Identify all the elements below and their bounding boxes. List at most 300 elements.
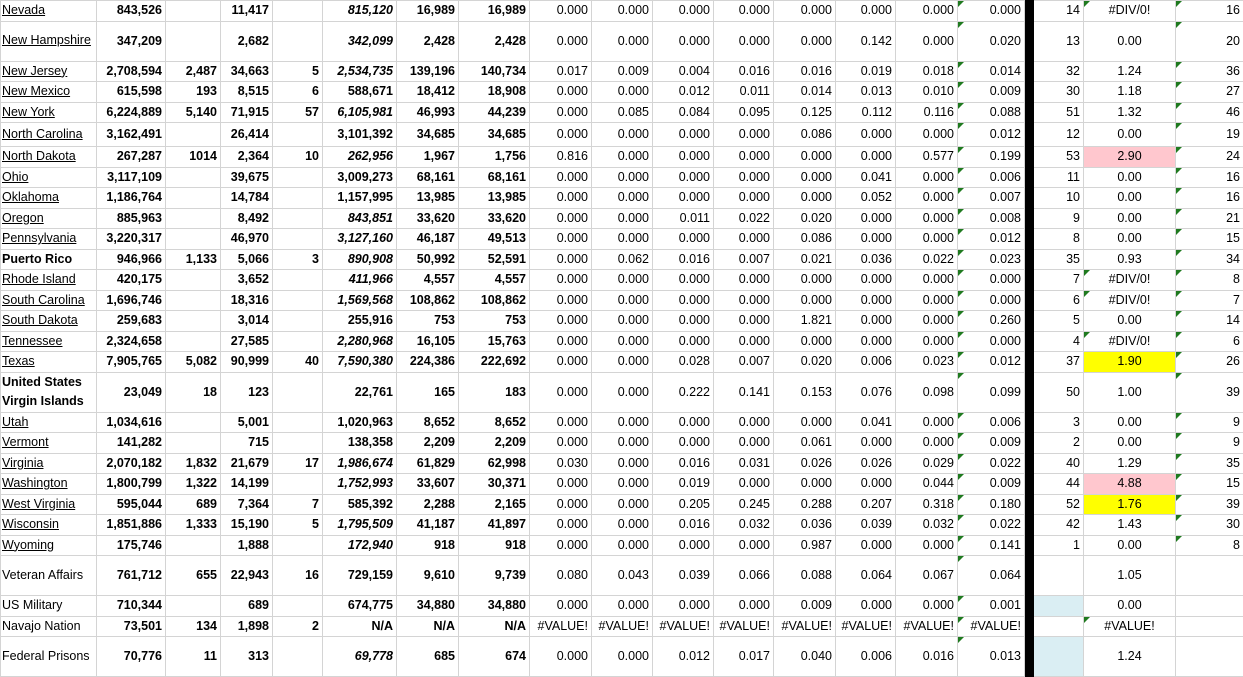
cell-rate-4[interactable]: 0.000 bbox=[714, 1, 774, 22]
cell-rate-6[interactable]: 0.013 bbox=[836, 82, 896, 103]
cell-c4[interactable] bbox=[273, 270, 323, 291]
cell-c4[interactable] bbox=[273, 167, 323, 188]
cell-c5[interactable]: 1,020,963 bbox=[323, 412, 397, 433]
cell-rank2[interactable]: 24 bbox=[1176, 147, 1243, 168]
cell-c5[interactable]: 3,101,392 bbox=[323, 123, 397, 147]
cell-ratio[interactable]: 0.00 bbox=[1084, 311, 1176, 332]
row-label-cell[interactable] bbox=[1, 188, 97, 209]
cell-rate-8[interactable]: 0.006 bbox=[958, 167, 1025, 188]
cell-rate-4[interactable]: 0.022 bbox=[714, 208, 774, 229]
cell-rate-6[interactable]: 0.064 bbox=[836, 556, 896, 596]
cell-c4[interactable] bbox=[273, 229, 323, 250]
cell-c5[interactable]: 890,908 bbox=[323, 249, 397, 270]
cell-rate-1[interactable]: 0.000 bbox=[530, 596, 592, 617]
cell-rate-3[interactable]: 0.000 bbox=[653, 1, 714, 22]
row-label-cell[interactable] bbox=[1, 515, 97, 536]
cell-rate-7[interactable]: 0.000 bbox=[896, 188, 958, 209]
cell-c6[interactable]: 224,386 bbox=[397, 352, 459, 373]
cell-c4[interactable] bbox=[273, 637, 323, 677]
cell-rate-2[interactable]: 0.000 bbox=[592, 494, 653, 515]
cell-rate-6[interactable]: #VALUE! bbox=[836, 616, 896, 637]
cell-rank[interactable]: 50 bbox=[1034, 372, 1084, 412]
cell-c6[interactable]: 41,187 bbox=[397, 515, 459, 536]
cell-c5[interactable]: 1,569,568 bbox=[323, 290, 397, 311]
cell-rate-8[interactable]: 0.012 bbox=[958, 352, 1025, 373]
cell-rate-6[interactable]: 0.207 bbox=[836, 494, 896, 515]
cell-c2[interactable] bbox=[166, 1, 221, 22]
cell-rate-3[interactable]: 0.000 bbox=[653, 412, 714, 433]
cell-rate-2[interactable]: 0.062 bbox=[592, 249, 653, 270]
cell-c5[interactable]: 172,940 bbox=[323, 535, 397, 556]
cell-rate-1[interactable]: 0.000 bbox=[530, 1, 592, 22]
cell-rate-2[interactable]: 0.000 bbox=[592, 147, 653, 168]
cell-rate-4[interactable]: 0.007 bbox=[714, 352, 774, 373]
cell-c7[interactable]: 8,652 bbox=[459, 412, 530, 433]
cell-total[interactable]: 1,851,886 bbox=[97, 515, 166, 536]
cell-c5[interactable]: 342,099 bbox=[323, 21, 397, 61]
cell-rate-6[interactable]: 0.000 bbox=[836, 147, 896, 168]
cell-c7[interactable]: 2,209 bbox=[459, 433, 530, 454]
cell-c4[interactable] bbox=[273, 208, 323, 229]
cell-c6[interactable]: 108,862 bbox=[397, 290, 459, 311]
cell-rate-3[interactable]: 0.000 bbox=[653, 229, 714, 250]
cell-rank2[interactable]: 8 bbox=[1176, 535, 1243, 556]
cell-c5[interactable]: 729,159 bbox=[323, 556, 397, 596]
row-label-cell[interactable] bbox=[1, 331, 97, 352]
cell-c6[interactable]: 46,187 bbox=[397, 229, 459, 250]
row-label-cell[interactable] bbox=[1, 556, 97, 596]
cell-c7[interactable]: 15,763 bbox=[459, 331, 530, 352]
cell-rate-4[interactable]: 0.000 bbox=[714, 188, 774, 209]
cell-c6[interactable]: 33,620 bbox=[397, 208, 459, 229]
cell-c5[interactable]: 674,775 bbox=[323, 596, 397, 617]
cell-c2[interactable] bbox=[166, 311, 221, 332]
cell-rate-4[interactable]: 0.000 bbox=[714, 596, 774, 617]
cell-rate-6[interactable]: 0.036 bbox=[836, 249, 896, 270]
cell-rate-6[interactable]: 0.019 bbox=[836, 61, 896, 82]
cell-rate-6[interactable]: 0.006 bbox=[836, 637, 896, 677]
cell-c5[interactable]: 1,795,509 bbox=[323, 515, 397, 536]
cell-total[interactable]: 2,070,182 bbox=[97, 453, 166, 474]
cell-rate-8[interactable]: 0.009 bbox=[958, 433, 1025, 454]
cell-rate-1[interactable]: 0.030 bbox=[530, 453, 592, 474]
cell-total[interactable]: 1,034,616 bbox=[97, 412, 166, 433]
cell-total[interactable]: 1,186,764 bbox=[97, 188, 166, 209]
cell-rate-5[interactable]: 0.000 bbox=[774, 21, 836, 61]
cell-rate-7[interactable]: 0.000 bbox=[896, 535, 958, 556]
cell-rate-4[interactable]: 0.000 bbox=[714, 270, 774, 291]
cell-rank[interactable]: 13 bbox=[1034, 21, 1084, 61]
cell-c2[interactable] bbox=[166, 270, 221, 291]
cell-total[interactable]: 946,966 bbox=[97, 249, 166, 270]
cell-rate-4[interactable]: 0.000 bbox=[714, 474, 774, 495]
cell-rank[interactable]: 8 bbox=[1034, 229, 1084, 250]
cell-c4[interactable]: 40 bbox=[273, 352, 323, 373]
cell-c7[interactable]: 30,371 bbox=[459, 474, 530, 495]
cell-rate-2[interactable]: #VALUE! bbox=[592, 616, 653, 637]
cell-rate-2[interactable]: 0.000 bbox=[592, 21, 653, 61]
cell-c5[interactable]: 3,009,273 bbox=[323, 167, 397, 188]
cell-c6[interactable]: 18,412 bbox=[397, 82, 459, 103]
cell-rate-8[interactable]: 0.001 bbox=[958, 596, 1025, 617]
cell-rank2[interactable]: 9 bbox=[1176, 412, 1243, 433]
cell-rate-5[interactable]: 0.016 bbox=[774, 61, 836, 82]
cell-c6[interactable]: 16,989 bbox=[397, 1, 459, 22]
cell-rate-2[interactable]: 0.000 bbox=[592, 188, 653, 209]
row-label-cell[interactable] bbox=[1, 1, 97, 22]
cell-c4[interactable]: 7 bbox=[273, 494, 323, 515]
cell-rate-6[interactable]: 0.000 bbox=[836, 208, 896, 229]
cell-rate-7[interactable]: 0.000 bbox=[896, 123, 958, 147]
cell-rate-3[interactable]: 0.000 bbox=[653, 21, 714, 61]
cell-c7[interactable]: 68,161 bbox=[459, 167, 530, 188]
cell-c2[interactable]: 5,140 bbox=[166, 102, 221, 123]
cell-rate-6[interactable]: 0.000 bbox=[836, 331, 896, 352]
cell-rate-1[interactable]: 0.000 bbox=[530, 637, 592, 677]
cell-c2[interactable] bbox=[166, 331, 221, 352]
cell-ratio[interactable]: 0.00 bbox=[1084, 167, 1176, 188]
cell-rank[interactable]: 30 bbox=[1034, 82, 1084, 103]
cell-c2[interactable]: 18 bbox=[166, 372, 221, 412]
cell-c4[interactable]: 10 bbox=[273, 147, 323, 168]
cell-rate-6[interactable]: 0.000 bbox=[836, 270, 896, 291]
cell-rate-7[interactable]: 0.000 bbox=[896, 412, 958, 433]
cell-rate-4[interactable]: 0.066 bbox=[714, 556, 774, 596]
cell-ratio[interactable]: 0.00 bbox=[1084, 229, 1176, 250]
cell-rate-7[interactable]: 0.116 bbox=[896, 102, 958, 123]
cell-rate-2[interactable]: 0.000 bbox=[592, 535, 653, 556]
cell-rate-3[interactable]: 0.000 bbox=[653, 167, 714, 188]
cell-rank2[interactable]: 14 bbox=[1176, 311, 1243, 332]
cell-rate-2[interactable]: 0.000 bbox=[592, 229, 653, 250]
cell-rank[interactable]: 44 bbox=[1034, 474, 1084, 495]
cell-rank[interactable]: 10 bbox=[1034, 188, 1084, 209]
cell-rate-5[interactable]: #VALUE! bbox=[774, 616, 836, 637]
cell-ratio[interactable]: 1.24 bbox=[1084, 637, 1176, 677]
cell-c2[interactable] bbox=[166, 535, 221, 556]
cell-c3[interactable]: 8,492 bbox=[221, 208, 273, 229]
cell-c3[interactable]: 5,001 bbox=[221, 412, 273, 433]
cell-c6[interactable]: 16,105 bbox=[397, 331, 459, 352]
cell-ratio[interactable]: 0.00 bbox=[1084, 123, 1176, 147]
cell-c7[interactable]: 222,692 bbox=[459, 352, 530, 373]
cell-rate-4[interactable]: 0.000 bbox=[714, 147, 774, 168]
row-label-cell[interactable] bbox=[1, 290, 97, 311]
row-label-cell[interactable] bbox=[1, 637, 97, 677]
cell-rate-1[interactable]: 0.017 bbox=[530, 61, 592, 82]
cell-rank2[interactable]: 35 bbox=[1176, 453, 1243, 474]
cell-total[interactable]: 23,049 bbox=[97, 372, 166, 412]
cell-rate-1[interactable]: 0.000 bbox=[530, 270, 592, 291]
cell-c7[interactable]: 674 bbox=[459, 637, 530, 677]
cell-c7[interactable]: 49,513 bbox=[459, 229, 530, 250]
cell-rank[interactable]: 12 bbox=[1034, 123, 1084, 147]
cell-rate-8[interactable]: 0.099 bbox=[958, 372, 1025, 412]
cell-rate-7[interactable]: 0.067 bbox=[896, 556, 958, 596]
row-label-cell[interactable] bbox=[1, 474, 97, 495]
cell-rate-4[interactable]: 0.000 bbox=[714, 311, 774, 332]
cell-rate-8[interactable]: 0.000 bbox=[958, 290, 1025, 311]
cell-rate-6[interactable]: 0.000 bbox=[836, 229, 896, 250]
cell-c7[interactable]: 4,557 bbox=[459, 270, 530, 291]
cell-rate-7[interactable]: 0.098 bbox=[896, 372, 958, 412]
cell-rate-4[interactable]: 0.000 bbox=[714, 433, 774, 454]
cell-rate-2[interactable]: 0.000 bbox=[592, 352, 653, 373]
cell-c3[interactable]: 123 bbox=[221, 372, 273, 412]
cell-rate-7[interactable]: 0.000 bbox=[896, 270, 958, 291]
cell-rate-2[interactable]: 0.000 bbox=[592, 372, 653, 412]
cell-rank2[interactable]: 26 bbox=[1176, 352, 1243, 373]
cell-rate-1[interactable]: 0.000 bbox=[530, 515, 592, 536]
cell-c4[interactable]: 57 bbox=[273, 102, 323, 123]
cell-rate-1[interactable]: 0.000 bbox=[530, 167, 592, 188]
cell-rate-4[interactable]: 0.032 bbox=[714, 515, 774, 536]
cell-c2[interactable] bbox=[166, 167, 221, 188]
cell-rank2[interactable]: 27 bbox=[1176, 82, 1243, 103]
cell-ratio[interactable]: 0.00 bbox=[1084, 596, 1176, 617]
cell-rate-3[interactable]: 0.000 bbox=[653, 123, 714, 147]
cell-c4[interactable]: 2 bbox=[273, 616, 323, 637]
row-label-cell[interactable] bbox=[1, 208, 97, 229]
cell-rank[interactable]: 6 bbox=[1034, 290, 1084, 311]
cell-c2[interactable] bbox=[166, 188, 221, 209]
row-label-cell[interactable] bbox=[1, 82, 97, 103]
cell-rate-7[interactable]: 0.016 bbox=[896, 637, 958, 677]
cell-rate-2[interactable]: 0.000 bbox=[592, 270, 653, 291]
cell-c6[interactable]: 2,288 bbox=[397, 494, 459, 515]
cell-c3[interactable]: 26,414 bbox=[221, 123, 273, 147]
cell-rate-5[interactable]: 0.014 bbox=[774, 82, 836, 103]
cell-c3[interactable]: 15,190 bbox=[221, 515, 273, 536]
cell-c6[interactable]: 2,209 bbox=[397, 433, 459, 454]
cell-c2[interactable] bbox=[166, 208, 221, 229]
cell-c5[interactable]: 7,590,380 bbox=[323, 352, 397, 373]
cell-c2[interactable]: 1,133 bbox=[166, 249, 221, 270]
cell-rank2[interactable]: 20 bbox=[1176, 21, 1243, 61]
cell-rate-5[interactable]: 1.821 bbox=[774, 311, 836, 332]
cell-rate-5[interactable]: 0.020 bbox=[774, 352, 836, 373]
cell-rate-7[interactable]: 0.000 bbox=[896, 21, 958, 61]
cell-c4[interactable] bbox=[273, 188, 323, 209]
cell-rank[interactable]: 7 bbox=[1034, 270, 1084, 291]
cell-rank2[interactable]: 6 bbox=[1176, 331, 1243, 352]
cell-rate-6[interactable]: 0.000 bbox=[836, 535, 896, 556]
cell-c5[interactable]: 255,916 bbox=[323, 311, 397, 332]
cell-rank2[interactable]: 16 bbox=[1176, 167, 1243, 188]
cell-rate-8[interactable]: 0.008 bbox=[958, 208, 1025, 229]
row-label-cell[interactable] bbox=[1, 433, 97, 454]
cell-rate-5[interactable]: 0.086 bbox=[774, 229, 836, 250]
cell-rate-6[interactable]: 0.000 bbox=[836, 474, 896, 495]
cell-ratio[interactable]: #DIV/0! bbox=[1084, 290, 1176, 311]
row-label-cell[interactable] bbox=[1, 372, 97, 412]
cell-c3[interactable]: 14,199 bbox=[221, 474, 273, 495]
cell-rank2[interactable]: 30 bbox=[1176, 515, 1243, 536]
cell-total[interactable]: 3,220,317 bbox=[97, 229, 166, 250]
cell-total[interactable]: 3,117,109 bbox=[97, 167, 166, 188]
cell-rank2[interactable]: 39 bbox=[1176, 372, 1243, 412]
cell-rate-3[interactable]: 0.019 bbox=[653, 474, 714, 495]
cell-rate-2[interactable]: 0.000 bbox=[592, 412, 653, 433]
cell-rate-6[interactable]: 0.000 bbox=[836, 290, 896, 311]
cell-ratio[interactable]: 1.18 bbox=[1084, 82, 1176, 103]
cell-rank[interactable]: 37 bbox=[1034, 352, 1084, 373]
cell-rate-4[interactable]: 0.095 bbox=[714, 102, 774, 123]
cell-c3[interactable]: 7,364 bbox=[221, 494, 273, 515]
cell-c5[interactable]: 1,986,674 bbox=[323, 453, 397, 474]
cell-rate-8[interactable]: 0.000 bbox=[958, 1, 1025, 22]
cell-ratio[interactable]: 1.90 bbox=[1084, 352, 1176, 373]
cell-c6[interactable]: 34,880 bbox=[397, 596, 459, 617]
cell-rank2[interactable]: 34 bbox=[1176, 249, 1243, 270]
cell-c2[interactable]: 1,333 bbox=[166, 515, 221, 536]
cell-c7[interactable]: 9,739 bbox=[459, 556, 530, 596]
cell-total[interactable]: 6,224,889 bbox=[97, 102, 166, 123]
cell-total[interactable]: 1,800,799 bbox=[97, 474, 166, 495]
cell-c3[interactable]: 11,417 bbox=[221, 1, 273, 22]
cell-c7[interactable]: 52,591 bbox=[459, 249, 530, 270]
cell-rank[interactable]: 2 bbox=[1034, 433, 1084, 454]
cell-rank2[interactable] bbox=[1176, 556, 1243, 596]
cell-rate-3[interactable]: 0.011 bbox=[653, 208, 714, 229]
cell-rate-1[interactable]: 0.080 bbox=[530, 556, 592, 596]
cell-rate-7[interactable]: 0.318 bbox=[896, 494, 958, 515]
cell-rate-7[interactable]: 0.000 bbox=[896, 290, 958, 311]
cell-rate-8[interactable]: 0.006 bbox=[958, 412, 1025, 433]
cell-rate-4[interactable]: 0.011 bbox=[714, 82, 774, 103]
cell-rate-5[interactable]: 0.036 bbox=[774, 515, 836, 536]
cell-c7[interactable]: 2,165 bbox=[459, 494, 530, 515]
cell-c5[interactable]: 2,280,968 bbox=[323, 331, 397, 352]
cell-rate-1[interactable]: 0.000 bbox=[530, 372, 592, 412]
cell-rank[interactable] bbox=[1034, 556, 1084, 596]
cell-ratio[interactable]: 1.43 bbox=[1084, 515, 1176, 536]
cell-c6[interactable]: 139,196 bbox=[397, 61, 459, 82]
cell-rate-8[interactable]: 0.088 bbox=[958, 102, 1025, 123]
cell-rate-2[interactable]: 0.000 bbox=[592, 311, 653, 332]
cell-rate-5[interactable]: 0.000 bbox=[774, 188, 836, 209]
cell-rate-3[interactable]: 0.028 bbox=[653, 352, 714, 373]
cell-rate-1[interactable]: 0.000 bbox=[530, 188, 592, 209]
cell-rate-6[interactable]: 0.076 bbox=[836, 372, 896, 412]
cell-c2[interactable]: 2,487 bbox=[166, 61, 221, 82]
cell-c4[interactable] bbox=[273, 21, 323, 61]
cell-c7[interactable]: 44,239 bbox=[459, 102, 530, 123]
cell-rate-2[interactable]: 0.000 bbox=[592, 515, 653, 536]
cell-c2[interactable]: 655 bbox=[166, 556, 221, 596]
cell-c4[interactable] bbox=[273, 311, 323, 332]
cell-rank[interactable]: 11 bbox=[1034, 167, 1084, 188]
cell-c4[interactable] bbox=[273, 596, 323, 617]
cell-rate-8[interactable]: 0.023 bbox=[958, 249, 1025, 270]
cell-c2[interactable] bbox=[166, 596, 221, 617]
cell-rate-2[interactable]: 0.000 bbox=[592, 290, 653, 311]
cell-c4[interactable] bbox=[273, 331, 323, 352]
cell-c7[interactable]: 918 bbox=[459, 535, 530, 556]
cell-rank2[interactable] bbox=[1176, 616, 1243, 637]
cell-rate-8[interactable]: 0.007 bbox=[958, 188, 1025, 209]
cell-rank2[interactable] bbox=[1176, 596, 1243, 617]
cell-ratio[interactable]: 0.00 bbox=[1084, 412, 1176, 433]
cell-rank[interactable] bbox=[1034, 616, 1084, 637]
cell-total[interactable]: 2,324,658 bbox=[97, 331, 166, 352]
cell-rate-8[interactable]: 0.022 bbox=[958, 453, 1025, 474]
cell-rate-8[interactable]: 0.012 bbox=[958, 123, 1025, 147]
cell-c3[interactable]: 14,784 bbox=[221, 188, 273, 209]
cell-rate-2[interactable]: 0.000 bbox=[592, 637, 653, 677]
cell-c2[interactable]: 689 bbox=[166, 494, 221, 515]
cell-rate-6[interactable]: 0.041 bbox=[836, 412, 896, 433]
cell-c5[interactable]: 6,105,981 bbox=[323, 102, 397, 123]
cell-rate-5[interactable]: 0.153 bbox=[774, 372, 836, 412]
cell-rate-5[interactable]: 0.021 bbox=[774, 249, 836, 270]
cell-rank[interactable]: 40 bbox=[1034, 453, 1084, 474]
cell-total[interactable]: 885,963 bbox=[97, 208, 166, 229]
cell-total[interactable]: 259,683 bbox=[97, 311, 166, 332]
cell-rate-6[interactable]: 0.026 bbox=[836, 453, 896, 474]
cell-rate-3[interactable]: 0.000 bbox=[653, 290, 714, 311]
cell-rate-5[interactable]: 0.086 bbox=[774, 123, 836, 147]
cell-rate-4[interactable]: 0.000 bbox=[714, 229, 774, 250]
cell-rate-4[interactable]: 0.000 bbox=[714, 290, 774, 311]
cell-rate-3[interactable]: 0.016 bbox=[653, 249, 714, 270]
cell-rate-1[interactable]: 0.000 bbox=[530, 474, 592, 495]
cell-c3[interactable]: 22,943 bbox=[221, 556, 273, 596]
cell-rank[interactable]: 51 bbox=[1034, 102, 1084, 123]
cell-rate-4[interactable]: 0.000 bbox=[714, 412, 774, 433]
cell-rate-4[interactable]: 0.007 bbox=[714, 249, 774, 270]
cell-ratio[interactable]: 0.00 bbox=[1084, 535, 1176, 556]
cell-rate-3[interactable]: 0.222 bbox=[653, 372, 714, 412]
cell-rate-4[interactable]: #VALUE! bbox=[714, 616, 774, 637]
cell-c4[interactable] bbox=[273, 290, 323, 311]
cell-rate-6[interactable]: 0.000 bbox=[836, 311, 896, 332]
cell-rate-7[interactable]: 0.032 bbox=[896, 515, 958, 536]
cell-total[interactable]: 3,162,491 bbox=[97, 123, 166, 147]
cell-c3[interactable]: 8,515 bbox=[221, 82, 273, 103]
cell-rate-2[interactable]: 0.000 bbox=[592, 82, 653, 103]
cell-c4[interactable]: 5 bbox=[273, 61, 323, 82]
cell-rate-2[interactable]: 0.009 bbox=[592, 61, 653, 82]
cell-rate-8[interactable]: #VALUE! bbox=[958, 616, 1025, 637]
cell-rate-3[interactable]: 0.016 bbox=[653, 453, 714, 474]
cell-rank2[interactable]: 21 bbox=[1176, 208, 1243, 229]
cell-ratio[interactable]: #DIV/0! bbox=[1084, 1, 1176, 22]
cell-rate-6[interactable]: 0.000 bbox=[836, 1, 896, 22]
cell-rate-3[interactable]: 0.004 bbox=[653, 61, 714, 82]
cell-rate-8[interactable]: 0.064 bbox=[958, 556, 1025, 596]
cell-c3[interactable]: 2,364 bbox=[221, 147, 273, 168]
cell-total[interactable]: 141,282 bbox=[97, 433, 166, 454]
cell-rate-7[interactable]: 0.000 bbox=[896, 433, 958, 454]
cell-rank2[interactable]: 36 bbox=[1176, 61, 1243, 82]
cell-rate-8[interactable]: 0.260 bbox=[958, 311, 1025, 332]
cell-c6[interactable]: 68,161 bbox=[397, 167, 459, 188]
cell-rate-3[interactable]: 0.000 bbox=[653, 331, 714, 352]
cell-rank2[interactable]: 15 bbox=[1176, 229, 1243, 250]
cell-rate-1[interactable]: 0.816 bbox=[530, 147, 592, 168]
cell-ratio[interactable]: 1.29 bbox=[1084, 453, 1176, 474]
cell-rate-8[interactable]: 0.020 bbox=[958, 21, 1025, 61]
cell-rate-7[interactable]: 0.000 bbox=[896, 208, 958, 229]
cell-c2[interactable] bbox=[166, 21, 221, 61]
cell-rate-3[interactable]: 0.039 bbox=[653, 556, 714, 596]
cell-rate-6[interactable]: 0.000 bbox=[836, 433, 896, 454]
cell-rate-7[interactable]: 0.044 bbox=[896, 474, 958, 495]
cell-total[interactable]: 615,598 bbox=[97, 82, 166, 103]
cell-c3[interactable]: 27,585 bbox=[221, 331, 273, 352]
cell-rate-3[interactable]: 0.012 bbox=[653, 82, 714, 103]
